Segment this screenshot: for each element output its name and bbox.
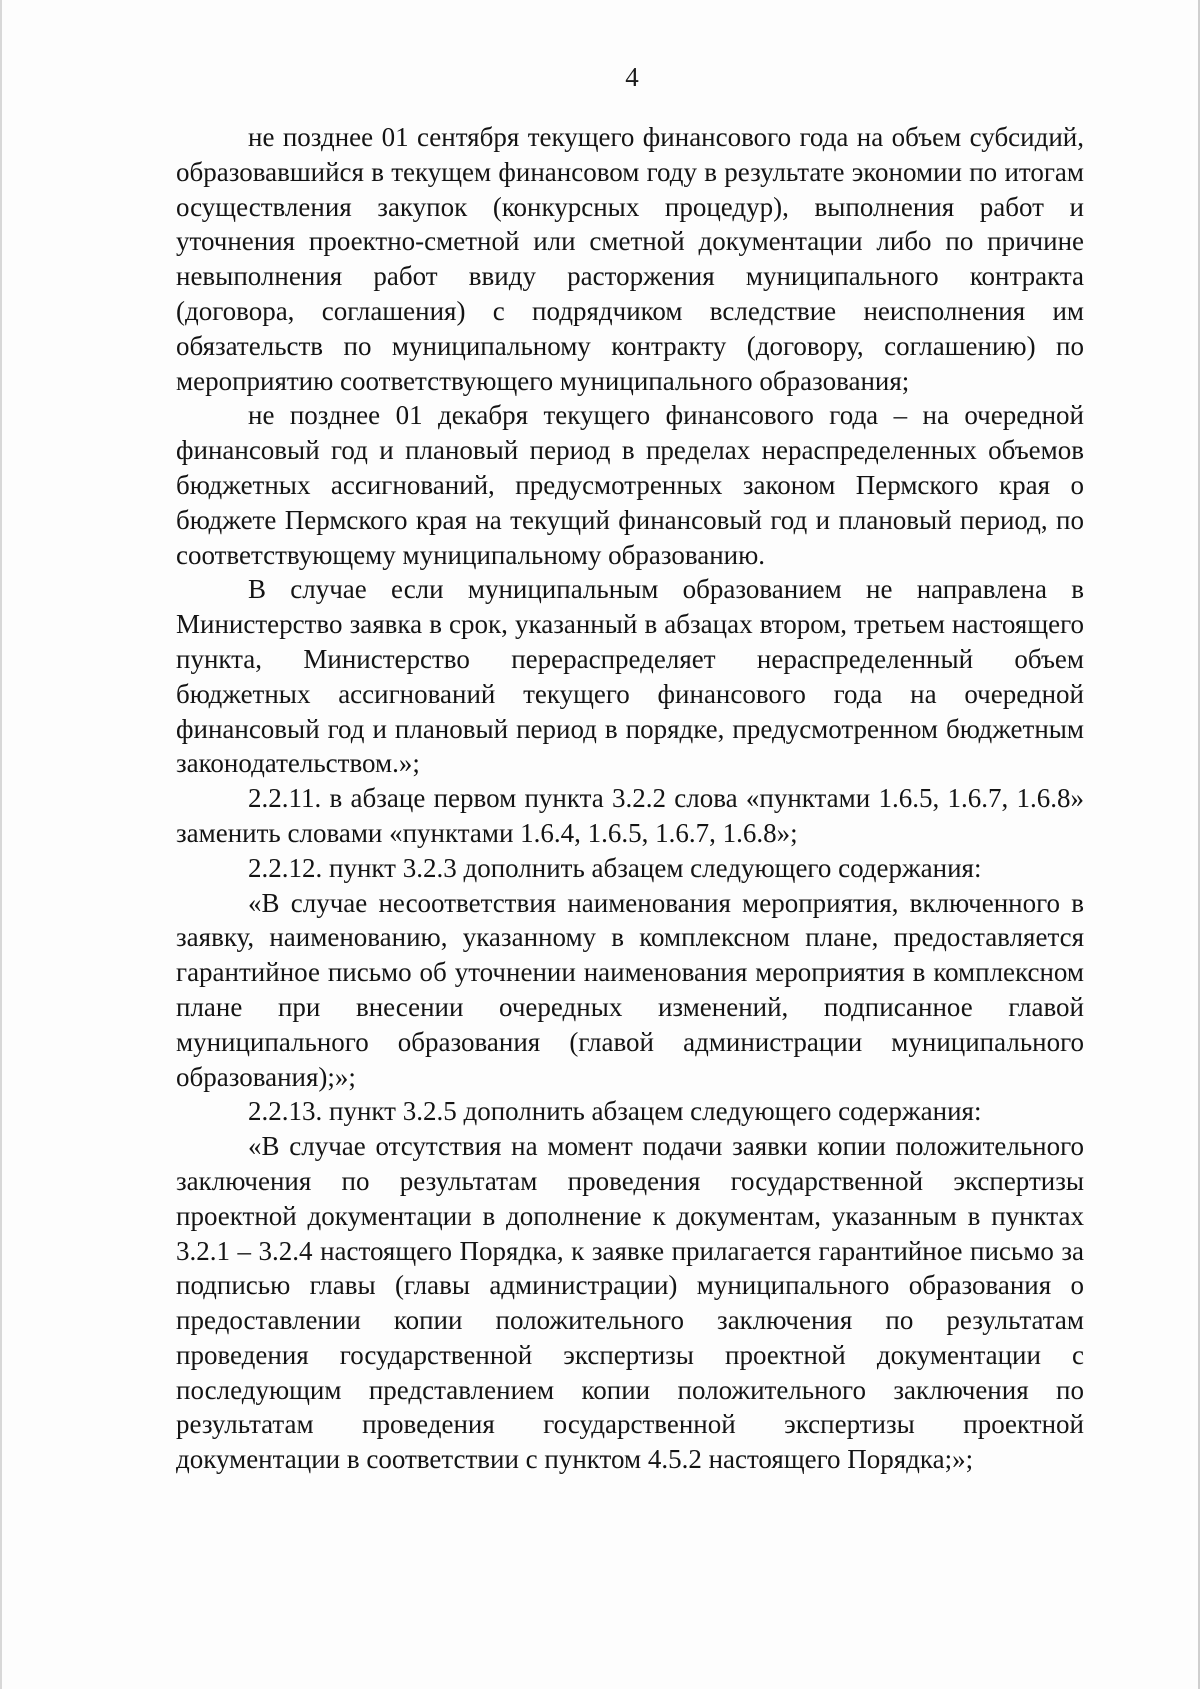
document-body <box>176 120 1084 1477</box>
paragraph-amendment-2-2-11: 2.2.11. в абзаце первом пункта 3.2.2 слова «пунктами 1.6.5, 1.6.7, 1.6.8» заменить словами «пунктами 1.6.4, 1.6.5, 1.6.7, 1.6.8»; <box>176 783 1084 848</box>
paragraph-subsidy-deadline-december: не позднее 01 декабря текущего финансового года – на очередной финансовый год и плановый период в пределах нераспределенных объемов бюджетных ассигнований, предусмотренных законом Пермского края о бюджете Пермского края на текущий финансовый год и плановый период, по соответствующему муниципальному образованию. <box>176 400 1084 570</box>
paragraph-subsidy-deadline-september: не позднее 01 сентября текущего финансового года на объем субсидий, образовавшийся в текущем финансовом году в результате экономии по итогам осуществления закупок (конкурсных процедур), выполнения работ и уточнения проектно-сметной или сметной документации либо по причине невыполнения работ ввиду расторжения муниципального контракта (договора, соглашения) с подрядчиком вследствие неисполнения им обязательств по муниципальному контракту (договору, соглашению) по мероприятию соответствующего муниципального образования; <box>176 122 1084 396</box>
paragraph-quote-expertise-guarantee: «В случае отсутствия на момент подачи заявки копии положительного заключения по результатам проведения государственной экспертизы проектной документации в дополнение к документам, указанным в пунктах 3.2.1 – 3.2.4 настоящего Порядка, к заявке прилагается гарантийное письмо за подписью главы (главы администрации) муниципального образования о предоставлении копии положительного заключения по результатам проведения государственной экспертизы проектной документации с последующим представлением копии положительного заключения по результатам проведения государственной экспертизы проектной документации в соответствии с пунктом 4.5.2 настоящего Порядка;»; <box>176 1131 1084 1475</box>
paragraph-amendment-2-2-13: 2.2.13. пункт 3.2.5 дополнить абзацем следующего содержания: <box>248 1096 982 1127</box>
paragraph-amendment-2-2-12: 2.2.12. пункт 3.2.3 дополнить абзацем следующего содержания: <box>248 852 982 883</box>
page-number: 4 <box>625 62 639 92</box>
paragraph-redistribution: В случае если муниципальным образованием не направлена в Министерство заявка в срок, указанный в абзацах втором, третьем настоящего пункта, Министерство перераспределяет нераспределенный объем бюджетных ассигнований текущего финансового года на очередной финансовый год и плановый период в порядке, предусмотренном бюджетным законодательством.»; <box>176 574 1084 779</box>
paragraph-quote-naming-mismatch: «В случае несоответствия наименования мероприятия, включенного в заявку, наименованию, указанному в комплексном плане, предоставляется гарантийное письмо об уточнении наименования мероприятия в комплексном плане при внесении очередных изменений, подписанное главой муниципального образования (главой администрации муниципального образования);»; <box>176 887 1084 1092</box>
